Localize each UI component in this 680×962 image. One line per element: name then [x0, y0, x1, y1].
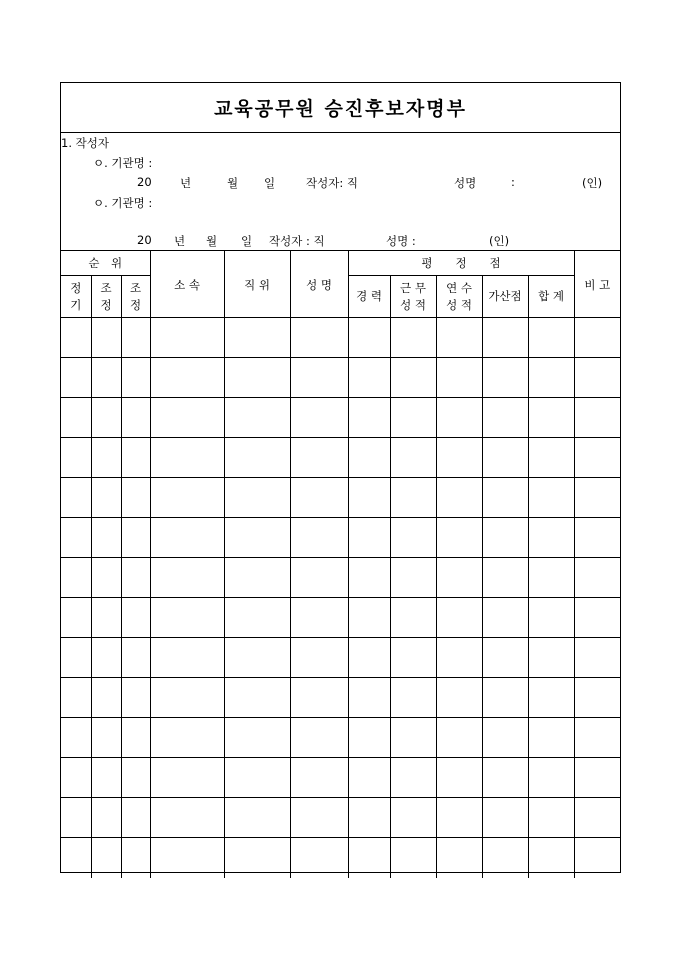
table-cell[interactable]: [91, 318, 121, 358]
table-cell[interactable]: [436, 358, 482, 398]
date1-month-label: 월: [227, 176, 239, 190]
table-cell[interactable]: [436, 718, 482, 758]
table-cell[interactable]: [348, 358, 390, 398]
table-cell[interactable]: [574, 558, 620, 598]
table-cell[interactable]: [482, 838, 528, 878]
table-cell[interactable]: [150, 798, 224, 838]
rank-adjust-header-2: [121, 276, 150, 318]
table-cell[interactable]: [224, 758, 290, 798]
agency-label-2: ㅇ. 기관명 :: [93, 196, 153, 210]
date1-colon: :: [511, 175, 515, 189]
table-cell[interactable]: [91, 558, 121, 598]
table-cell[interactable]: [348, 718, 390, 758]
date1-writer-label: 작성자: 직: [306, 176, 358, 190]
table-cell[interactable]: [224, 638, 290, 678]
table-cell[interactable]: [91, 518, 121, 558]
table-cell[interactable]: [224, 798, 290, 838]
date2-name-label: 성명 :: [386, 234, 416, 248]
date1-name-label: 성명: [454, 176, 477, 190]
table-cell[interactable]: [482, 758, 528, 798]
table-cell[interactable]: [61, 358, 91, 398]
table-cell[interactable]: [574, 838, 620, 878]
table-cell[interactable]: [290, 438, 348, 478]
document-title: 교육공무원 승진후보자명부: [214, 98, 467, 120]
bonus-points-header: [482, 276, 528, 318]
table-cell[interactable]: [61, 558, 91, 598]
work-performance-label: 근 무 성 적: [400, 280, 426, 312]
table-cell[interactable]: [528, 398, 574, 438]
table-cell[interactable]: [528, 838, 574, 878]
rank-regular-header: [61, 276, 91, 318]
work-performance-header: [390, 276, 436, 318]
table-cell[interactable]: [61, 758, 91, 798]
rank-header: 순 위: [61, 251, 150, 276]
table-cell[interactable]: [91, 438, 121, 478]
table-cell[interactable]: [150, 638, 224, 678]
table-cell[interactable]: [290, 718, 348, 758]
table-cell[interactable]: [528, 718, 574, 758]
table-cell[interactable]: [390, 718, 436, 758]
table-cell[interactable]: [528, 358, 574, 398]
table-cell[interactable]: [390, 678, 436, 718]
table-cell[interactable]: [121, 678, 150, 718]
table-cell[interactable]: [528, 478, 574, 518]
rank-adjust-label-1: 조 정: [100, 280, 112, 312]
table-cell[interactable]: [224, 398, 290, 438]
table-cell[interactable]: [574, 358, 620, 398]
table-cell[interactable]: [150, 398, 224, 438]
date1-year-label: 년: [180, 176, 192, 190]
table-row: [61, 558, 620, 598]
table-cell[interactable]: [482, 598, 528, 638]
score-header: 평 정 점: [348, 251, 574, 276]
table-cell[interactable]: [91, 798, 121, 838]
table-cell[interactable]: [482, 638, 528, 678]
table-cell[interactable]: [574, 518, 620, 558]
table-cell[interactable]: [348, 438, 390, 478]
table-cell[interactable]: [61, 318, 91, 358]
table-cell[interactable]: [528, 598, 574, 638]
table-cell[interactable]: [121, 638, 150, 678]
table-cell[interactable]: [436, 758, 482, 798]
table-cell[interactable]: [436, 598, 482, 638]
table-cell[interactable]: [61, 398, 91, 438]
table-cell[interactable]: [528, 638, 574, 678]
table-cell[interactable]: [91, 398, 121, 438]
table-cell[interactable]: [574, 718, 620, 758]
position-header: 직 위: [224, 251, 290, 318]
table-cell[interactable]: [390, 558, 436, 598]
table-cell[interactable]: [224, 718, 290, 758]
table-cell[interactable]: [150, 478, 224, 518]
table-cell[interactable]: [224, 518, 290, 558]
table-cell[interactable]: [91, 598, 121, 638]
table-cell[interactable]: [528, 758, 574, 798]
table-cell[interactable]: [436, 638, 482, 678]
table-cell[interactable]: [528, 518, 574, 558]
table-cell[interactable]: [574, 798, 620, 838]
table-cell[interactable]: [348, 838, 390, 878]
table-cell[interactable]: [121, 798, 150, 838]
table-row: [61, 678, 620, 718]
table-cell[interactable]: [528, 558, 574, 598]
table-row: [61, 598, 620, 638]
table-cell[interactable]: [150, 758, 224, 798]
table-cell[interactable]: [290, 678, 348, 718]
table-cell[interactable]: [528, 798, 574, 838]
date2-year: 20: [137, 233, 152, 247]
table-cell[interactable]: [290, 838, 348, 878]
table-cell[interactable]: [290, 358, 348, 398]
table-cell[interactable]: [224, 478, 290, 518]
date2-writer-label: 작성자 : 직: [269, 234, 325, 248]
table-cell[interactable]: [482, 678, 528, 718]
rank-regular-label: 정 기: [70, 280, 82, 312]
table-cell[interactable]: [150, 598, 224, 638]
total-header: [528, 276, 574, 318]
table-cell[interactable]: [91, 678, 121, 718]
table-row: [61, 438, 620, 478]
table-cell[interactable]: [482, 518, 528, 558]
table-cell[interactable]: [61, 638, 91, 678]
table-row: [61, 518, 620, 558]
table-cell[interactable]: [121, 358, 150, 398]
table-cell[interactable]: [150, 438, 224, 478]
table-cell[interactable]: [150, 718, 224, 758]
table-cell[interactable]: [224, 358, 290, 398]
table-cell[interactable]: [91, 478, 121, 518]
table-cell[interactable]: [436, 318, 482, 358]
table-cell[interactable]: [348, 318, 390, 358]
table-cell[interactable]: [224, 558, 290, 598]
table-cell[interactable]: [121, 718, 150, 758]
table-cell[interactable]: [574, 598, 620, 638]
table-cell[interactable]: [61, 838, 91, 878]
affiliation-header: 소 속: [150, 251, 224, 318]
table-cell[interactable]: [436, 558, 482, 598]
table-cell[interactable]: [528, 678, 574, 718]
rank-adjust-label-2: 조 정: [129, 280, 142, 312]
table-cell[interactable]: [290, 398, 348, 438]
table-cell[interactable]: [482, 358, 528, 398]
table-cell[interactable]: [390, 758, 436, 798]
writer-info: [61, 133, 620, 251]
date1-seal: (인): [582, 176, 603, 190]
table-cell[interactable]: [290, 758, 348, 798]
training-score-header: [436, 276, 482, 318]
table-cell[interactable]: [61, 598, 91, 638]
date1-year: 20: [137, 175, 152, 189]
table-cell[interactable]: [528, 318, 574, 358]
table-cell[interactable]: [574, 638, 620, 678]
table-cell[interactable]: [348, 558, 390, 598]
career-label: 경 력: [356, 289, 382, 303]
table-cell[interactable]: [348, 598, 390, 638]
table-row: [61, 398, 620, 438]
table-cell[interactable]: [482, 318, 528, 358]
table-cell[interactable]: [91, 638, 121, 678]
remarks-header: 비 고: [574, 251, 620, 318]
table-row: [61, 758, 620, 798]
table-cell[interactable]: [121, 478, 150, 518]
date1-day-label: 일: [264, 176, 276, 190]
table-cell[interactable]: [574, 438, 620, 478]
table-cell[interactable]: [390, 638, 436, 678]
table-cell[interactable]: [61, 438, 91, 478]
table-cell[interactable]: [390, 358, 436, 398]
table-row: [61, 358, 620, 398]
table-cell[interactable]: [150, 678, 224, 718]
table-row: [61, 478, 620, 518]
table-cell[interactable]: [290, 638, 348, 678]
table-cell[interactable]: [436, 678, 482, 718]
table-cell[interactable]: [61, 678, 91, 718]
table-cell[interactable]: [224, 438, 290, 478]
rank-adjust-header-1: [91, 276, 121, 318]
table-cell[interactable]: [121, 438, 150, 478]
table-cell[interactable]: [121, 518, 150, 558]
table-cell[interactable]: [290, 478, 348, 518]
table-cell[interactable]: [61, 478, 91, 518]
bonus-points-label: 가산점: [488, 289, 522, 303]
table-cell[interactable]: [91, 758, 121, 798]
table-cell[interactable]: [574, 758, 620, 798]
table-cell[interactable]: [348, 638, 390, 678]
table-cell[interactable]: [121, 558, 150, 598]
table-row: [61, 838, 620, 878]
table-cell[interactable]: [574, 678, 620, 718]
table-cell[interactable]: [150, 838, 224, 878]
table-cell[interactable]: [91, 838, 121, 878]
table-cell[interactable]: [482, 438, 528, 478]
section-label: 1. 작성자: [61, 136, 109, 150]
table-cell[interactable]: [121, 838, 150, 878]
career-header: [348, 276, 390, 318]
table-cell[interactable]: [390, 318, 436, 358]
date2-year-label: 년: [174, 234, 186, 248]
table-cell[interactable]: [61, 798, 91, 838]
table-cell[interactable]: [390, 798, 436, 838]
table-cell[interactable]: [224, 598, 290, 638]
total-label: 합 계: [538, 289, 564, 303]
table-cell[interactable]: [150, 518, 224, 558]
document-frame: [60, 82, 621, 873]
table-cell[interactable]: [224, 838, 290, 878]
table-row: [61, 798, 620, 838]
table-cell[interactable]: [348, 478, 390, 518]
date2-seal: (인): [489, 234, 510, 248]
agency-label-1: ㅇ. 기관명 :: [93, 156, 153, 170]
table-cell[interactable]: [348, 398, 390, 438]
table-cell[interactable]: [290, 518, 348, 558]
table-cell[interactable]: [574, 478, 620, 518]
table-cell[interactable]: [61, 518, 91, 558]
table-cell[interactable]: [290, 558, 348, 598]
table-cell[interactable]: [390, 398, 436, 438]
table-cell[interactable]: [390, 438, 436, 478]
table-cell[interactable]: [482, 398, 528, 438]
table-cell[interactable]: [390, 518, 436, 558]
title-row: [61, 83, 620, 133]
date2-day-label: 일: [241, 234, 253, 248]
table-cell[interactable]: [348, 798, 390, 838]
table-cell[interactable]: [390, 598, 436, 638]
table-cell[interactable]: [121, 758, 150, 798]
table-cell[interactable]: [436, 478, 482, 518]
table-cell[interactable]: [482, 478, 528, 518]
table-cell[interactable]: [224, 678, 290, 718]
table-cell[interactable]: [390, 838, 436, 878]
table-cell[interactable]: [150, 318, 224, 358]
table-cell[interactable]: [290, 798, 348, 838]
table-cell[interactable]: [482, 558, 528, 598]
table-cell[interactable]: [91, 718, 121, 758]
table-cell[interactable]: [348, 518, 390, 558]
table-cell[interactable]: [224, 318, 290, 358]
name-header: 성 명: [290, 251, 348, 318]
training-score-label: 연 수 성 적: [446, 280, 472, 312]
table-cell[interactable]: [91, 358, 121, 398]
table-row: [61, 718, 620, 758]
table-cell[interactable]: [574, 318, 620, 358]
table-cell[interactable]: [528, 438, 574, 478]
date2-month-label: 월: [206, 234, 218, 248]
table-cell[interactable]: [121, 398, 150, 438]
table-cell[interactable]: [482, 718, 528, 758]
table-cell[interactable]: [121, 598, 150, 638]
table-cell[interactable]: [150, 358, 224, 398]
table-cell[interactable]: [61, 718, 91, 758]
table-cell[interactable]: [121, 318, 150, 358]
table-cell[interactable]: [348, 678, 390, 718]
candidate-table: [61, 250, 620, 878]
table-cell[interactable]: [290, 598, 348, 638]
table-cell[interactable]: [436, 838, 482, 878]
table-cell[interactable]: [436, 518, 482, 558]
table-row: [61, 638, 620, 678]
table-cell[interactable]: [436, 438, 482, 478]
table-cell[interactable]: [482, 798, 528, 838]
table-cell[interactable]: [436, 798, 482, 838]
table-row: [61, 318, 620, 358]
table-cell[interactable]: [290, 318, 348, 358]
table-cell[interactable]: [348, 758, 390, 798]
table-cell[interactable]: [150, 558, 224, 598]
table-cell[interactable]: [436, 398, 482, 438]
table-cell[interactable]: [574, 398, 620, 438]
table-cell[interactable]: [390, 478, 436, 518]
